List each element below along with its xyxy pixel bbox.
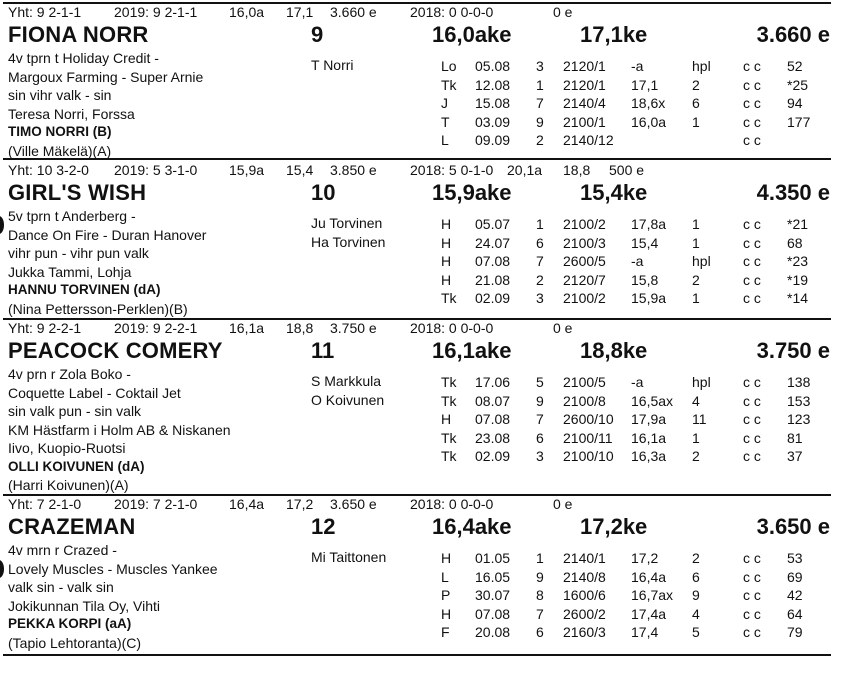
start-time: 16,1a xyxy=(631,429,667,446)
start-place: 11 xyxy=(692,411,707,427)
prev-driver: S Markkula xyxy=(311,373,382,389)
trainer-name: (Nina Pettersson-Perklen)(B) xyxy=(8,300,188,317)
start-date: 12.08 xyxy=(475,76,511,93)
start-date: 08.07 xyxy=(475,392,511,409)
start-track: Tk xyxy=(441,290,457,306)
start-pos: 6 xyxy=(536,624,544,640)
start-cc: c c xyxy=(743,429,761,446)
start-pos: 9 xyxy=(536,113,544,130)
start-dist: 2160/3 xyxy=(563,624,606,640)
start-odds: *21 xyxy=(787,216,809,232)
start-dist: 2100/8 xyxy=(563,392,606,409)
start-dist: 2100/3 xyxy=(563,234,606,251)
best-time: 18,8ke xyxy=(580,338,648,363)
start-odds: *14 xyxy=(787,290,809,306)
start-pos: 3 xyxy=(536,58,544,74)
start-time: 16,5ax xyxy=(631,392,674,409)
year-2019-stats: 2019: 9 2-2-1 xyxy=(114,320,198,336)
start-date: 01.05 xyxy=(475,550,511,566)
start-time: 17,4 xyxy=(631,624,659,640)
start-time: 17,4a xyxy=(631,605,667,622)
start-number: 10 xyxy=(311,180,336,205)
year-2019-best: 17,1 xyxy=(286,4,314,20)
start-pos: 9 xyxy=(536,392,544,409)
start-place: 9 xyxy=(692,587,700,603)
year-2019-best: 18,8 xyxy=(286,320,314,336)
auto-start-record: 16,0ake xyxy=(432,22,512,47)
start-time: -a xyxy=(631,374,644,390)
start-odds: *25 xyxy=(787,76,809,93)
auto-start-record: 16,4ake xyxy=(432,514,512,539)
start-date: 05.07 xyxy=(475,216,511,232)
start-pos: 1 xyxy=(536,550,544,566)
start-pos: 1 xyxy=(536,76,544,93)
prev-driver: Ju Torvinen xyxy=(311,215,383,231)
start-odds: 177 xyxy=(787,113,811,130)
start-dist: 2100/1 xyxy=(563,113,606,130)
trainer-name: (Harri Koivunen)(A) xyxy=(8,477,129,493)
year-2019-best: 15,4 xyxy=(286,162,314,178)
binder-hole-mark xyxy=(0,560,4,578)
start-time: 15,8 xyxy=(631,271,659,288)
binder-hole-mark xyxy=(0,216,4,234)
start-odds: 79 xyxy=(787,624,803,640)
start-date: 09.09 xyxy=(475,132,511,148)
year-2019-money: 3.660 e xyxy=(330,4,377,20)
start-odds: 81 xyxy=(787,429,803,446)
horse-info-line: Jukka Tammi, Lohja xyxy=(8,263,132,280)
career-stats: Yht: 7 2-1-0 xyxy=(8,496,82,512)
horse-name: CRAZEMAN xyxy=(8,514,136,539)
start-pos: 6 xyxy=(536,429,544,446)
driver-name: HANNU TORVINEN (dA) xyxy=(8,282,161,297)
horse-info-line: Teresa Norri, Forssa xyxy=(8,105,135,122)
auto-start-record: 15,9ake xyxy=(432,180,512,205)
start-cc: c c xyxy=(743,76,761,93)
start-dist: 2140/8 xyxy=(563,568,606,585)
start-place: 1 xyxy=(692,234,700,251)
start-date: 24.07 xyxy=(475,234,511,251)
start-dist: 2140/4 xyxy=(563,95,606,111)
start-odds: 37 xyxy=(787,448,803,464)
start-place: hpl xyxy=(692,253,711,269)
start-cc: c c xyxy=(743,411,761,427)
year-2018-money: 500 e xyxy=(609,162,645,178)
start-track: Tk xyxy=(441,374,457,390)
start-place: 2 xyxy=(692,271,700,288)
year-2019-record: 16,0a xyxy=(229,4,265,20)
year-2019-money: 3.850 e xyxy=(330,162,377,178)
start-odds: 94 xyxy=(787,95,803,111)
horse-name: PEACOCK COMERY xyxy=(8,338,223,363)
start-dist: 2120/1 xyxy=(563,76,606,93)
year-2019-record: 16,1a xyxy=(229,320,265,336)
prev-driver: T Norri xyxy=(311,57,354,73)
horse-info-line: 4v tprn t Holiday Credit - xyxy=(8,50,159,66)
start-date: 16.05 xyxy=(475,568,511,585)
year-2018-stats: 2018: 0 0-0-0 xyxy=(410,4,494,20)
start-pos: 7 xyxy=(536,95,544,111)
start-place: 2 xyxy=(692,448,700,464)
start-track: J xyxy=(441,95,448,111)
start-time: 18,6x xyxy=(631,95,666,111)
start-odds: 52 xyxy=(787,58,803,74)
start-place: 2 xyxy=(692,76,700,93)
year-2018-stats: 2018: 5 0-1-0 xyxy=(410,162,494,178)
start-track: L xyxy=(441,132,449,148)
horse-info-line: Iivo, Kuopio-Ruotsi xyxy=(8,440,126,456)
start-cc: c c xyxy=(743,374,761,390)
year-2018-money: 0 e xyxy=(553,320,573,336)
start-odds: 53 xyxy=(787,550,803,566)
start-cc: c c xyxy=(743,550,761,566)
start-odds: *23 xyxy=(787,253,809,269)
start-time: 16,7ax xyxy=(631,587,674,603)
start-cc: c c xyxy=(743,234,761,251)
start-pos: 7 xyxy=(536,605,544,622)
year-2018-best: 18,8 xyxy=(563,162,591,178)
start-time: -a xyxy=(631,253,644,269)
start-date: 17.06 xyxy=(475,374,511,390)
start-track: Lo xyxy=(441,58,457,74)
career-stats: Yht: 9 2-1-1 xyxy=(8,4,82,20)
start-cc: c c xyxy=(743,605,761,622)
year-2018-stats: 2018: 0 0-0-0 xyxy=(410,320,494,336)
best-time: 15,4ke xyxy=(580,180,648,205)
start-track: H xyxy=(441,216,452,232)
start-cc: c c xyxy=(743,132,761,148)
horse-info-line: sin valk pun - sin valk xyxy=(8,403,142,419)
start-date: 03.09 xyxy=(475,113,511,130)
start-cc: c c xyxy=(743,113,761,130)
career-stats: Yht: 10 3-2-0 xyxy=(8,162,89,178)
start-dist: 2100/11 xyxy=(563,429,613,446)
horse-info-line: sin vihr valk - sin xyxy=(8,87,112,103)
driver-name: TIMO NORRI (B) xyxy=(8,124,112,139)
start-time: 15,4 xyxy=(631,234,659,251)
start-track: H xyxy=(441,234,452,251)
horse-info-line: Lovely Muscles - Muscles Yankee xyxy=(8,560,218,577)
start-date: 07.08 xyxy=(475,605,511,622)
prev-driver: Ha Torvinen xyxy=(311,233,386,250)
horse-info-line: 5v tprn t Anderberg - xyxy=(8,208,136,224)
start-dist: 2120/7 xyxy=(563,271,606,288)
start-odds: 64 xyxy=(787,605,803,622)
career-stats: Yht: 9 2-2-1 xyxy=(8,320,82,336)
start-pos: 8 xyxy=(536,587,544,603)
start-track: F xyxy=(441,624,450,640)
start-date: 02.09 xyxy=(475,290,511,306)
start-place: 1 xyxy=(692,429,700,446)
start-place: 6 xyxy=(692,95,700,111)
start-track: P xyxy=(441,587,451,603)
total-earnings: 4.350 e xyxy=(756,180,830,205)
start-place: hpl xyxy=(692,374,711,390)
start-dist: 2140/1 xyxy=(563,550,606,566)
horse-info-line: Margoux Farming - Super Arnie xyxy=(8,68,204,85)
trainer-name: (Tapio Lehtoranta)(C) xyxy=(8,634,142,651)
year-2019-stats: 2019: 9 2-1-1 xyxy=(114,4,198,20)
start-cc: c c xyxy=(743,568,761,585)
start-date: 20.08 xyxy=(475,624,511,640)
start-time: 17,8a xyxy=(631,216,667,232)
horse-info-line: Dance On Fire - Duran Hanover xyxy=(8,226,207,243)
horse-name: GIRL'S WISH xyxy=(8,180,147,205)
year-2018-record: 20,1a xyxy=(507,162,543,178)
year-2018-stats: 2018: 0 0-0-0 xyxy=(410,496,494,512)
start-pos: 3 xyxy=(536,290,544,306)
horse-info-line: valk sin - valk sin xyxy=(8,579,114,595)
start-dist: 2100/2 xyxy=(563,216,606,232)
start-odds: 42 xyxy=(787,587,803,603)
driver-name: PEKKA KORPI (aA) xyxy=(8,616,132,631)
start-date: 21.08 xyxy=(475,271,511,288)
horse-info-line: KM Hästfarm i Holm AB & Niskanen xyxy=(8,421,231,438)
horse-info-line: 4v mrn r Crazed - xyxy=(8,542,117,558)
start-time: 15,9a xyxy=(631,290,667,306)
start-track: T xyxy=(441,113,450,130)
start-time: 16,0a xyxy=(631,113,667,130)
horse-info-line: Coquette Label - Coktail Jet xyxy=(8,384,181,401)
start-dist: 2600/5 xyxy=(563,253,606,269)
start-cc: c c xyxy=(743,392,761,409)
start-time: -a xyxy=(631,58,644,74)
start-track: H xyxy=(441,411,452,427)
start-cc: c c xyxy=(743,587,761,603)
section-divider xyxy=(3,654,831,656)
start-dist: 1600/6 xyxy=(563,587,606,603)
trainer-name: (Ville Mäkelä)(A) xyxy=(8,142,112,159)
start-time: 17,2 xyxy=(631,550,659,566)
start-odds: 153 xyxy=(787,392,811,409)
start-time: 17,1 xyxy=(631,76,659,93)
start-place: 4 xyxy=(692,392,700,409)
start-number: 11 xyxy=(311,338,335,363)
start-cc: c c xyxy=(743,58,761,74)
start-date: 02.09 xyxy=(475,448,511,464)
start-place: 1 xyxy=(692,113,700,130)
horse-info-line: vihr pun - vihr pun valk xyxy=(8,245,149,261)
section-divider xyxy=(3,158,831,160)
start-place: 2 xyxy=(692,550,700,566)
start-number: 12 xyxy=(311,514,336,539)
horse-info-line: Jokikunnan Tila Oy, Vihti xyxy=(8,597,161,614)
start-pos: 7 xyxy=(536,411,544,427)
start-odds: 123 xyxy=(787,411,811,427)
auto-start-record: 16,1ake xyxy=(432,338,512,363)
start-odds: 69 xyxy=(787,568,803,585)
start-track: H xyxy=(441,550,452,566)
driver-name: OLLI KOIVUNEN (dA) xyxy=(8,458,145,474)
start-cc: c c xyxy=(743,216,761,232)
start-track: L xyxy=(441,568,449,585)
start-dist: 2120/1 xyxy=(563,58,606,74)
start-date: 07.08 xyxy=(475,411,511,427)
start-track: H xyxy=(441,605,452,622)
start-track: H xyxy=(441,253,452,269)
year-2019-best: 17,2 xyxy=(286,496,314,512)
start-place: 1 xyxy=(692,216,700,232)
start-place: hpl xyxy=(692,58,711,74)
horse-name: FIONA NORR xyxy=(8,22,149,47)
start-date: 30.07 xyxy=(475,587,511,603)
total-earnings: 3.650 e xyxy=(756,514,830,539)
start-pos: 2 xyxy=(536,271,544,288)
start-time: 16,4a xyxy=(631,568,667,585)
start-cc: c c xyxy=(743,290,761,306)
start-place: 1 xyxy=(692,290,700,306)
start-cc: c c xyxy=(743,448,761,464)
start-track: Tk xyxy=(441,76,457,93)
start-place: 5 xyxy=(692,624,700,640)
start-time: 17,9a xyxy=(631,411,667,427)
year-2019-record: 15,9a xyxy=(229,162,265,178)
start-pos: 9 xyxy=(536,568,544,585)
year-2018-money: 0 e xyxy=(553,496,573,512)
start-odds: 68 xyxy=(787,234,803,251)
start-date: 07.08 xyxy=(475,253,511,269)
horse-info-line: 4v prn r Zola Boko - xyxy=(8,366,131,382)
total-earnings: 3.750 e xyxy=(756,338,830,363)
start-dist: 2140/12 xyxy=(563,132,614,148)
start-dist: 2600/2 xyxy=(563,605,606,622)
start-dist: 2100/10 xyxy=(563,448,614,464)
start-cc: c c xyxy=(743,253,761,269)
start-pos: 3 xyxy=(536,448,544,464)
start-cc: c c xyxy=(743,95,761,111)
year-2019-stats: 2019: 5 3-1-0 xyxy=(114,162,198,178)
start-dist: 2100/2 xyxy=(563,290,606,306)
best-time: 17,1ke xyxy=(580,22,648,47)
prev-driver: Mi Taittonen xyxy=(311,549,387,565)
total-earnings: 3.660 e xyxy=(756,22,830,47)
start-date: 15.08 xyxy=(475,95,511,111)
start-pos: 2 xyxy=(536,132,544,148)
start-date: 05.08 xyxy=(475,58,511,74)
year-2018-money: 0 e xyxy=(553,4,573,20)
best-time: 17,2ke xyxy=(580,514,648,539)
start-odds: *19 xyxy=(787,271,809,288)
start-pos: 5 xyxy=(536,374,544,390)
start-track: Tk xyxy=(441,429,457,446)
start-time: 16,3a xyxy=(631,448,667,464)
start-pos: 1 xyxy=(536,216,544,232)
start-dist: 2100/5 xyxy=(563,374,606,390)
year-2019-record: 16,4a xyxy=(229,496,265,512)
start-track: Tk xyxy=(441,448,457,464)
start-dist: 2600/10 xyxy=(563,411,614,427)
start-track: H xyxy=(441,271,452,288)
prev-driver: O Koivunen xyxy=(311,391,385,408)
start-pos: 6 xyxy=(536,234,544,251)
start-odds: 138 xyxy=(787,374,811,390)
year-2019-money: 3.650 e xyxy=(330,496,377,512)
start-pos: 7 xyxy=(536,253,544,269)
start-track: Tk xyxy=(441,392,457,409)
start-cc: c c xyxy=(743,271,761,288)
start-date: 23.08 xyxy=(475,429,511,446)
year-2019-stats: 2019: 7 2-1-0 xyxy=(114,496,198,512)
start-place: 4 xyxy=(692,605,700,622)
start-place: 6 xyxy=(692,568,700,585)
start-cc: c c xyxy=(743,624,761,640)
year-2019-money: 3.750 e xyxy=(330,320,377,336)
start-number: 9 xyxy=(311,22,324,47)
